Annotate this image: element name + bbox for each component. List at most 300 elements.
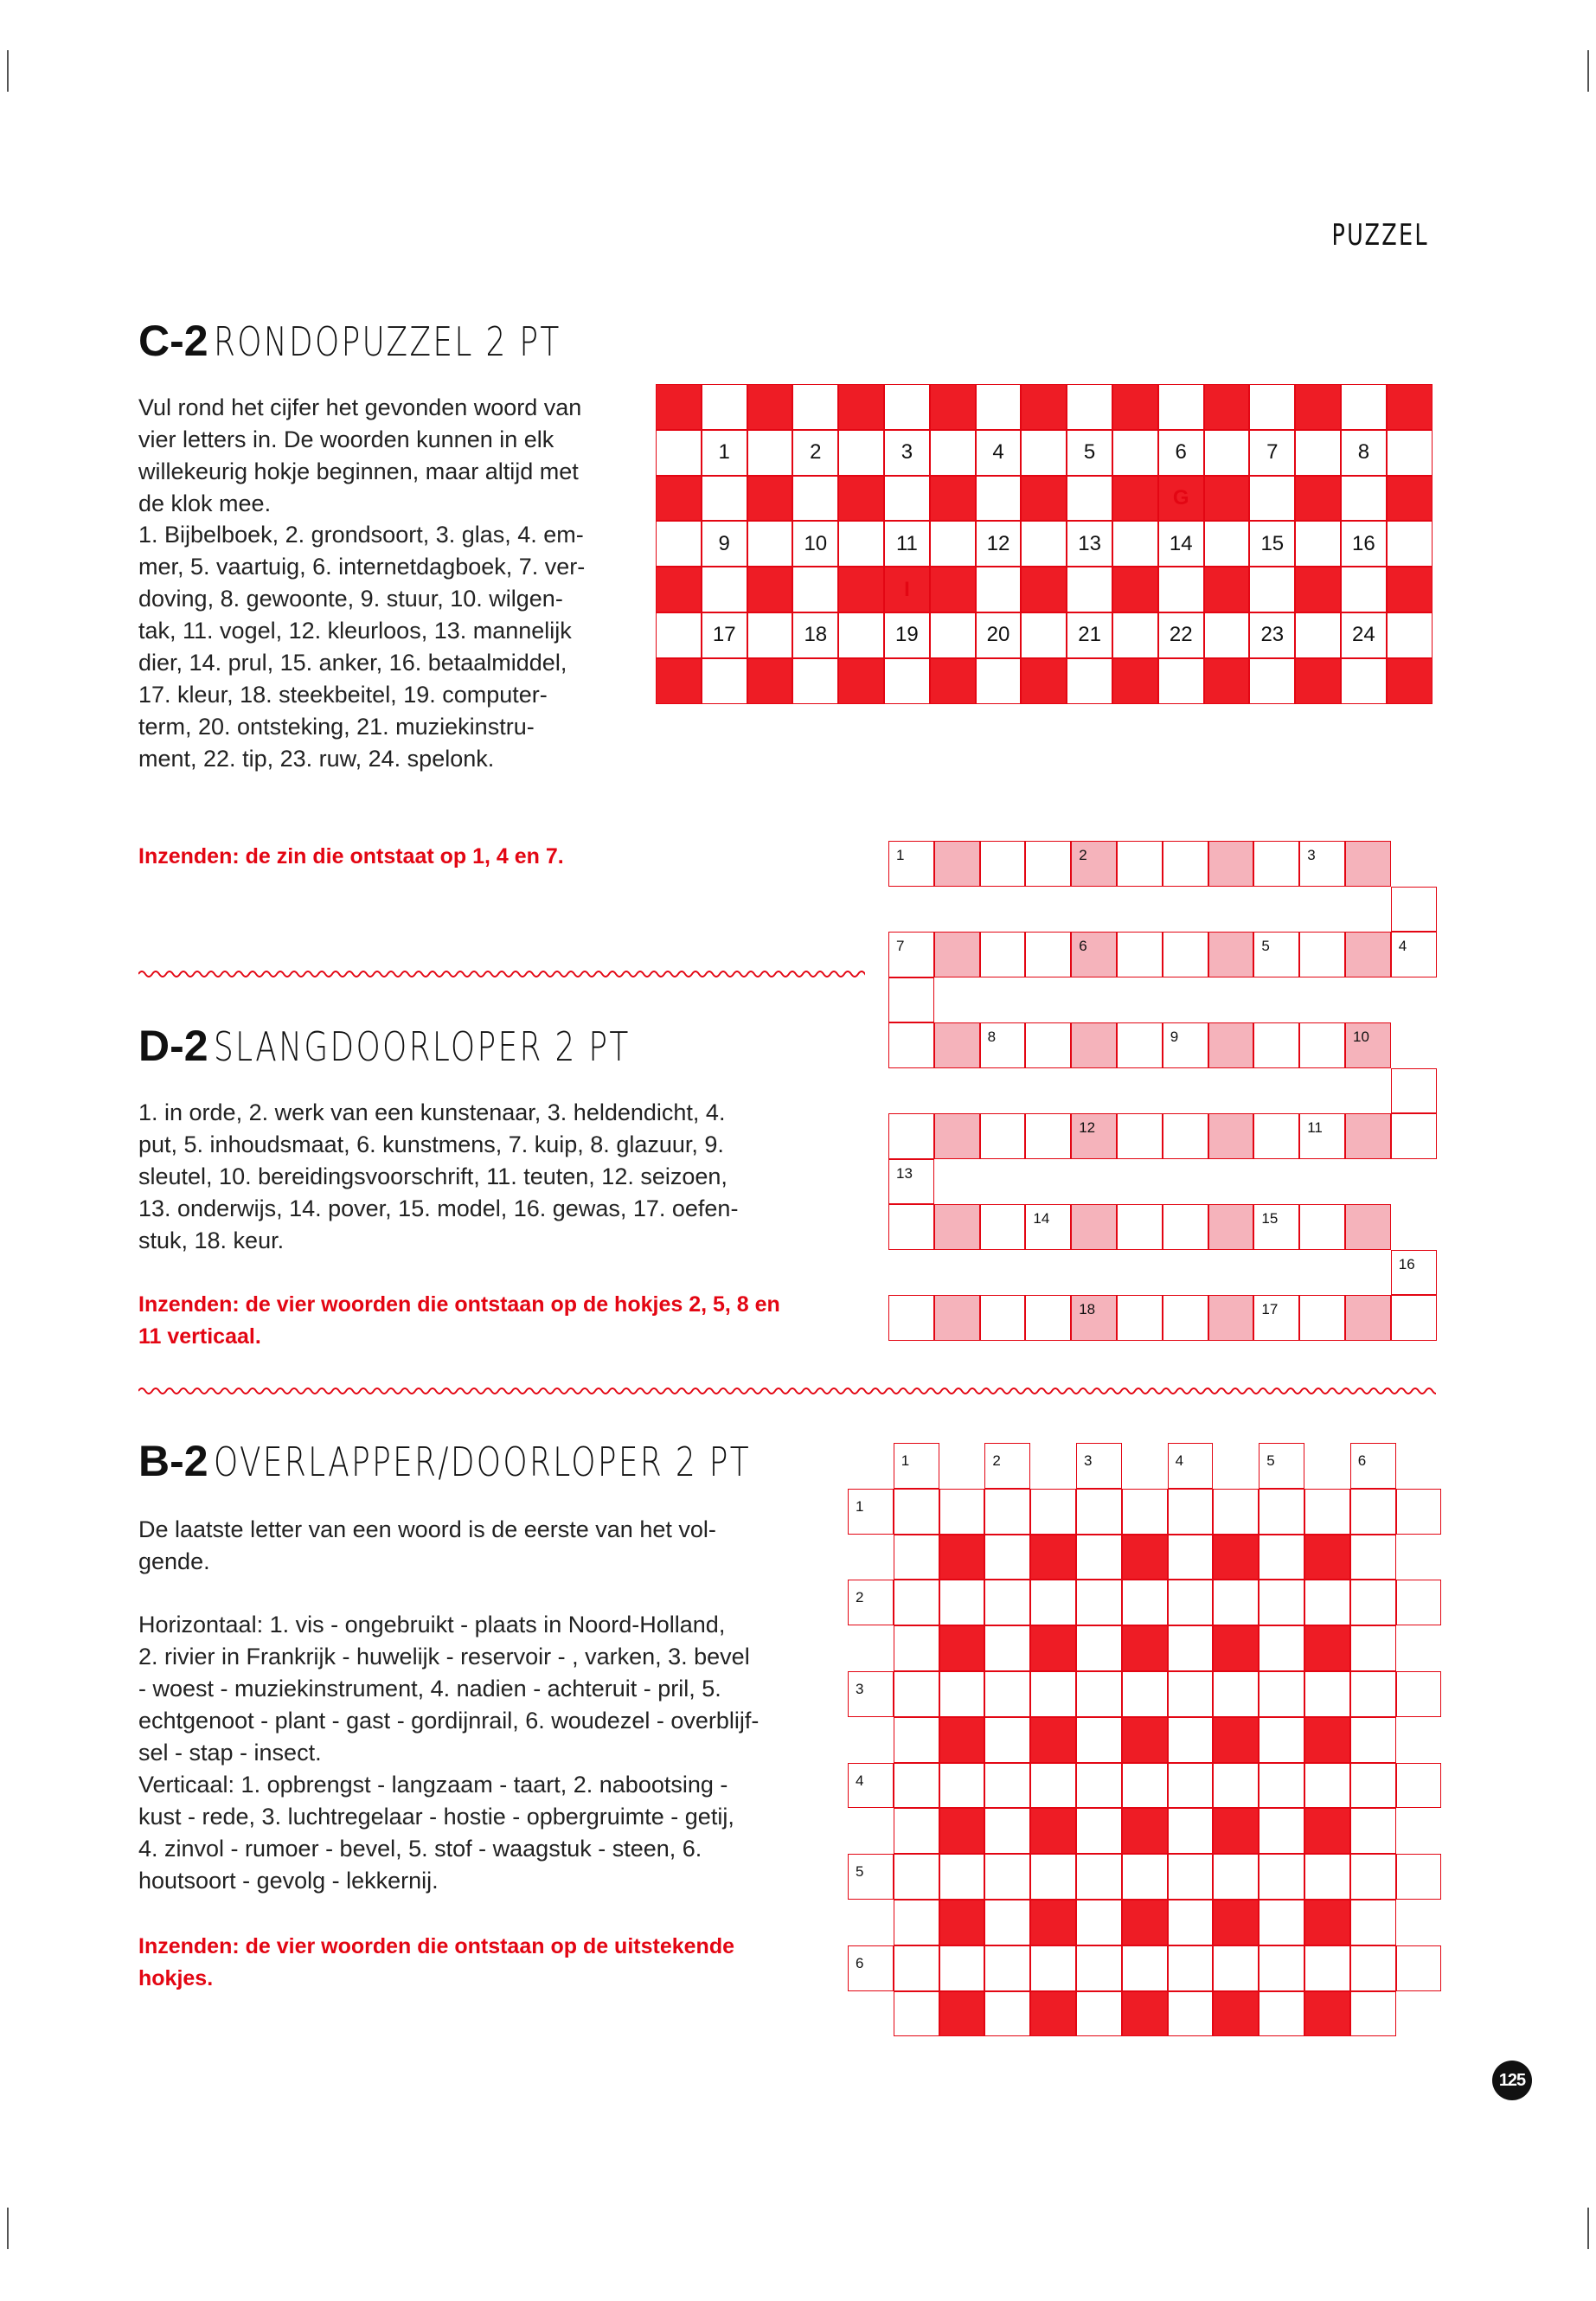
grid-cell: [1249, 658, 1295, 704]
grid-cell: [1304, 1854, 1350, 1900]
grid-cell: [1249, 384, 1295, 430]
grid-cell: [1350, 1580, 1396, 1625]
grid-cell: [1204, 612, 1250, 658]
grid-number: 17: [1261, 1301, 1279, 1317]
grid-cell: [939, 1808, 985, 1854]
grid-cell: [838, 476, 884, 522]
section-code: B-2: [138, 1437, 208, 1485]
grid-cell: [1076, 1854, 1122, 1900]
grid-cell: [934, 932, 980, 977]
c2-clues: 1. Bijbelboek, 2. grondsoort, 3. glas, 4. em- mer, 5. vaartuig, 6. internetdagboek, 7. ver- doving, 8. gewoonte, 9. stuur, 10. wilgen- tak, 11. vogel, 12. kleurloos, 13. mannelijk dier, 14. prul, 15. anker, 16. betaalmiddel, 17. kleur, 18. steekbeitel, 19. computer- term, 20. ontsteking, 21. muziekinstru- ment, 22. tip, 23. ruw, 24. spelonk.: [138, 522, 586, 772]
grid-cell: [1122, 1489, 1168, 1535]
grid-cell: [1387, 567, 1433, 612]
grid-cell: [934, 1113, 980, 1159]
grid-number: 12: [1079, 1119, 1096, 1136]
grid-cell: [1025, 932, 1071, 977]
grid-number: 24: [1341, 612, 1387, 658]
grid-number: 15: [1261, 1210, 1279, 1227]
grid-cell: [1076, 1808, 1122, 1854]
grid-cell: [1295, 521, 1341, 567]
grid-cell: [1163, 1204, 1208, 1250]
grid-cell: [980, 1022, 1026, 1068]
grid-cell: [1345, 1295, 1391, 1341]
grid-number: 4: [1398, 938, 1407, 954]
grid-cell: [1204, 567, 1250, 612]
grid-cell: [1391, 932, 1437, 977]
grid-cell: [1025, 1022, 1071, 1068]
grid-cell: [1112, 430, 1158, 476]
grid-cell: [1350, 1991, 1396, 2037]
section-name: SLANGDOORLOPER 2 PT: [213, 1023, 631, 1070]
grid-number: 11: [1307, 1119, 1323, 1136]
grid-cell: [1259, 1763, 1304, 1809]
grid-cell: [1213, 1717, 1259, 1763]
crop-mark: [7, 50, 9, 92]
grid-cell: [894, 1945, 939, 1991]
grid-cell: [888, 977, 934, 1023]
grid-cell: [884, 384, 930, 430]
grid-cell: [1350, 1808, 1396, 1854]
grid-cell: [1067, 658, 1112, 704]
grid-cell: [1030, 1854, 1076, 1900]
grid-cell: [838, 658, 884, 704]
grid-number: 2: [856, 1589, 864, 1606]
grid-cell: [1213, 1580, 1259, 1625]
grid-number: 9: [1170, 1029, 1179, 1045]
grid-cell: [1112, 658, 1158, 704]
grid-cell: [1208, 1204, 1254, 1250]
grid-cell: [1295, 476, 1341, 522]
grid-cell: [1117, 841, 1163, 887]
grid-cell: [1387, 612, 1433, 658]
grid-cell: [1208, 1295, 1254, 1341]
slangdoorloper-grid: [888, 841, 1437, 1344]
grid-cell: [1067, 384, 1112, 430]
grid-cell: [1030, 1991, 1076, 2037]
grid-cell: [976, 384, 1022, 430]
grid-cell: [1387, 476, 1433, 522]
grid-cell: [838, 384, 884, 430]
grid-cell: [1213, 1625, 1259, 1671]
wavy-divider: [138, 967, 865, 981]
grid-cell: [1259, 1580, 1304, 1625]
grid-cell: [939, 1717, 985, 1763]
grid-cell: [894, 1991, 939, 2037]
grid-cell: [930, 612, 976, 658]
grid-cell: [1163, 1022, 1208, 1068]
grid-number: 20: [976, 612, 1022, 658]
grid-number: 12: [976, 521, 1022, 567]
grid-number: 7: [896, 938, 905, 954]
grid-cell: [702, 476, 747, 522]
grid-number: 18: [1079, 1301, 1096, 1317]
grid-cell: [1396, 1671, 1442, 1717]
grid-cell: [1213, 1900, 1259, 1945]
grid-cell: [1163, 1295, 1208, 1341]
grid-cell: [1253, 1022, 1299, 1068]
grid-cell: [1076, 1717, 1122, 1763]
grid-cell: [1208, 841, 1254, 887]
grid-cell: [1204, 384, 1250, 430]
grid-cell: [1295, 384, 1341, 430]
grid-cell: [1122, 1945, 1168, 1991]
wavy-divider: [138, 1384, 1436, 1398]
grid-cell: [1304, 1991, 1350, 2037]
grid-number: 2: [1079, 847, 1087, 863]
grid-number: 7: [1249, 430, 1295, 476]
grid-cell: [838, 521, 884, 567]
grid-cell: [1350, 1717, 1396, 1763]
grid-cell: [1168, 1991, 1214, 2037]
grid-cell: [792, 658, 838, 704]
grid-cell: [1168, 1625, 1214, 1671]
section-code: C-2: [138, 317, 208, 365]
grid-cell: [1122, 1991, 1168, 2037]
grid-cell: [1299, 841, 1345, 887]
grid-cell: [792, 567, 838, 612]
grid-cell: [1208, 932, 1254, 977]
grid-cell: [1168, 1900, 1214, 1945]
grid-number: 15: [1249, 521, 1295, 567]
grid-number: 2: [992, 1452, 1001, 1469]
grid-number: 16: [1398, 1255, 1415, 1272]
grid-number: 5: [1266, 1452, 1275, 1469]
grid-cell: [1030, 1717, 1076, 1763]
grid-cell: [984, 1535, 1030, 1580]
grid-cell: [1350, 1625, 1396, 1671]
grid-cell: [939, 1945, 985, 1991]
grid-cell: [1158, 567, 1204, 612]
grid-cell: [1304, 1808, 1350, 1854]
grid-cell: [1350, 1489, 1396, 1535]
grid-cell: [1213, 1808, 1259, 1854]
b2-submit: Inzenden: de vier woorden die ontstaan op de uitstekende hokjes.: [138, 1934, 734, 1990]
grid-cell: [1350, 1900, 1396, 1945]
grid-cell: [1304, 1717, 1350, 1763]
grid-cell: [1122, 1854, 1168, 1900]
grid-cell: [1249, 476, 1295, 522]
grid-cell: [1122, 1625, 1168, 1671]
grid-cell: [939, 1489, 985, 1535]
grid-cell: [1299, 1204, 1345, 1250]
grid-number: 4: [1175, 1452, 1184, 1469]
grid-cell: [1249, 567, 1295, 612]
grid-cell: [939, 1991, 985, 2037]
grid-number: 10: [1353, 1029, 1369, 1045]
grid-number: 5: [856, 1863, 864, 1881]
grid-cell: [888, 1159, 934, 1205]
grid-cell: [1117, 1204, 1163, 1250]
grid-cell: [894, 1580, 939, 1625]
grid-number: 4: [976, 430, 1022, 476]
grid-cell: [1112, 384, 1158, 430]
grid-cell: [984, 1808, 1030, 1854]
grid-cell: [1253, 932, 1299, 977]
grid-cell: [747, 658, 793, 704]
grid-cell: [930, 430, 976, 476]
grid-cell: [1387, 521, 1433, 567]
wavy-line: [138, 1388, 1436, 1394]
grid-cell: [930, 567, 976, 612]
grid-cell: [1112, 567, 1158, 612]
grid-cell: [1204, 430, 1250, 476]
grid-number: 22: [1158, 612, 1204, 658]
grid-cell: [1021, 567, 1067, 612]
section-title-d2: [138, 1021, 747, 1071]
crop-mark: [7, 2208, 9, 2249]
grid-cell: [1304, 1945, 1350, 1991]
grid-cell: [1299, 1295, 1345, 1341]
grid-cell: [888, 932, 934, 977]
grid-cell: [1112, 612, 1158, 658]
grid-cell: [1396, 1489, 1442, 1535]
grid-cell: [1213, 1945, 1259, 1991]
grid-cell: [980, 1113, 1026, 1159]
column-header-cell: [1076, 1443, 1122, 1489]
grid-number: 5: [1261, 938, 1270, 954]
grid-cell: [792, 384, 838, 430]
grid-number: 18: [792, 612, 838, 658]
grid-cell: [888, 1113, 934, 1159]
grid-cell: [656, 612, 702, 658]
grid-number: 2: [792, 430, 838, 476]
grid-number: 3: [1084, 1452, 1093, 1469]
column-header-cell: [1350, 1443, 1396, 1489]
grid-cell: [1259, 1991, 1304, 2037]
grid-cell: [1387, 430, 1433, 476]
grid-cell: [1122, 1535, 1168, 1580]
grid-cell: [1350, 1945, 1396, 1991]
grid-cell: [1168, 1945, 1214, 1991]
grid-number: 8: [987, 1029, 997, 1045]
grid-cell: [1021, 384, 1067, 430]
grid-cell: [1341, 658, 1387, 704]
grid-cell: [984, 1671, 1030, 1717]
row-header-cell: [848, 1763, 894, 1809]
grid-cell: [1076, 1671, 1122, 1717]
grid-cell: [1345, 1204, 1391, 1250]
grid-cell: [656, 567, 702, 612]
grid-cell: [1213, 1671, 1259, 1717]
grid-cell: [1295, 567, 1341, 612]
grid-cell: [980, 1204, 1026, 1250]
grid-cell: [894, 1671, 939, 1717]
grid-cell: [934, 1022, 980, 1068]
grid-cell: [1259, 1671, 1304, 1717]
grid-number: 21: [1067, 612, 1112, 658]
grid-cell: [747, 521, 793, 567]
grid-cell: [1168, 1489, 1214, 1535]
grid-cell: [747, 612, 793, 658]
grid-cell: [1158, 384, 1204, 430]
grid-cell: [894, 1854, 939, 1900]
section-title-c2: [138, 316, 658, 366]
grid-cell: [1112, 521, 1158, 567]
grid-cell: [1304, 1489, 1350, 1535]
grid-cell: [1168, 1580, 1214, 1625]
grid-cell: [1030, 1945, 1076, 1991]
grid-cell: [1122, 1808, 1168, 1854]
grid-number: 1: [702, 430, 747, 476]
grid-number: 3: [1307, 847, 1316, 863]
grid-cell: [656, 521, 702, 567]
grid-cell: [1030, 1625, 1076, 1671]
grid-cell: [1021, 521, 1067, 567]
overlapper-grid: [848, 1443, 1441, 2036]
grid-cell: [1387, 384, 1433, 430]
d2-clues: 1. in orde, 2. werk van een kunstenaar, 3. heldendicht, 4. put, 5. inhoudsmaat, 6. kunstmens, 7. kuip, 8. glazuur, 9. sleutel, 10. bereidingsvoorschrift, 11. teuten, 12. seizoen, 13. onderwijs, 14. pover, 15. model, 16. gewas, 17. oefen- stuk, 18. keur.: [138, 1099, 739, 1253]
grid-cell: [1112, 476, 1158, 522]
grid-cell: [894, 1535, 939, 1580]
grid-cell: [747, 567, 793, 612]
grid-cell: [1071, 1022, 1117, 1068]
grid-cell: [1168, 1808, 1214, 1854]
grid-number: 10: [792, 521, 838, 567]
grid-cell: [1350, 1535, 1396, 1580]
grid-cell: [1122, 1671, 1168, 1717]
grid-cell: [976, 476, 1022, 522]
grid-cell: [1071, 841, 1117, 887]
page-number: 125: [1492, 2061, 1532, 2100]
grid-cell: [747, 476, 793, 522]
grid-cell: [976, 567, 1022, 612]
grid-cell: [1030, 1580, 1076, 1625]
section-code: D-2: [138, 1022, 208, 1070]
grid-cell: [702, 384, 747, 430]
grid-cell: [1122, 1580, 1168, 1625]
grid-cell: [1117, 1295, 1163, 1341]
grid-cell: [939, 1671, 985, 1717]
grid-cell: [939, 1854, 985, 1900]
given-letter: I: [884, 567, 930, 612]
grid-cell: [1253, 1113, 1299, 1159]
grid-cell: [976, 658, 1022, 704]
grid-cell: [1071, 1295, 1117, 1341]
grid-cell: [747, 384, 793, 430]
grid-cell: [930, 521, 976, 567]
grid-cell: [1259, 1535, 1304, 1580]
grid-cell: [1391, 1068, 1437, 1114]
grid-number: 17: [702, 612, 747, 658]
grid-cell: [1259, 1945, 1304, 1991]
grid-cell: [1030, 1671, 1076, 1717]
grid-number: 3: [856, 1681, 864, 1697]
grid-cell: [1067, 476, 1112, 522]
grid-cell: [1067, 567, 1112, 612]
crop-mark: [1587, 2208, 1589, 2249]
row-header-cell: [848, 1854, 894, 1900]
grid-cell: [1021, 658, 1067, 704]
grid-cell: [984, 1580, 1030, 1625]
grid-number: 5: [1067, 430, 1112, 476]
grid-cell: [884, 658, 930, 704]
grid-cell: [1299, 932, 1345, 977]
grid-cell: [1117, 1113, 1163, 1159]
running-header: PUZZEL: [1331, 218, 1429, 253]
row-header-cell: [848, 1489, 894, 1535]
grid-cell: [934, 1204, 980, 1250]
grid-cell: [1350, 1854, 1396, 1900]
grid-cell: [1025, 841, 1071, 887]
grid-number: 11: [884, 521, 930, 567]
grid-cell: [1345, 1022, 1391, 1068]
grid-cell: [1213, 1763, 1259, 1809]
b2-clues: Horizontaal: 1. vis - ongebruikt - plaats in Noord-Holland, 2. rivier in Frankrijk - huwelijk - reservoir - , varken, 3. bevel - woest - muziekinstrument, 4. nadien - achteruit - pril, 5. echtgenoot - plant - gast - gordijnrail, 6. woudezel - overblijf- sel - stap - insect. Verticaal: 1. opbrengst - langzaam - taart, 2. nabootsing - kust - rede, 3. luchtregelaar - hostie - opbergruimte - getij, 4. zinvol - rumoer - bevel, 5. stof - waagstuk - steen, 6. houtsoort - gevolg - lekkernij.: [138, 1612, 760, 1894]
grid-number: 19: [884, 612, 930, 658]
grid-number: 1: [901, 1452, 910, 1469]
grid-number: 6: [1158, 430, 1204, 476]
grid-number: 8: [1341, 430, 1387, 476]
grid-cell: [930, 384, 976, 430]
d2-submit: Inzenden: de vier woorden die ontstaan op de hokjes 2, 5, 8 en 11 verticaal.: [138, 1292, 780, 1349]
grid-cell: [838, 430, 884, 476]
grid-cell: [1076, 1580, 1122, 1625]
grid-cell: [1071, 1113, 1117, 1159]
grid-cell: [1168, 1717, 1214, 1763]
grid-number: 9: [702, 521, 747, 567]
grid-cell: [1168, 1763, 1214, 1809]
grid-cell: [1025, 1113, 1071, 1159]
grid-cell: [934, 1295, 980, 1341]
grid-cell: [1387, 658, 1433, 704]
grid-cell: [1304, 1671, 1350, 1717]
grid-cell: [1345, 1113, 1391, 1159]
wavy-line: [138, 971, 865, 977]
grid-cell: [1341, 567, 1387, 612]
column-header-cell: [894, 1443, 939, 1489]
grid-cell: [1021, 476, 1067, 522]
grid-cell: [1117, 932, 1163, 977]
grid-cell: [894, 1625, 939, 1671]
rondopuzzel-grid: [656, 384, 1433, 706]
c2-submit: Inzenden: de zin die ontstaat op 1, 4 en 7.: [138, 844, 564, 868]
grid-cell: [1350, 1763, 1396, 1809]
grid-cell: [1122, 1900, 1168, 1945]
grid-cell: [894, 1808, 939, 1854]
grid-cell: [1208, 1113, 1254, 1159]
grid-cell: [984, 1854, 1030, 1900]
grid-cell: [1076, 1763, 1122, 1809]
grid-cell: [1122, 1763, 1168, 1809]
grid-cell: [1259, 1808, 1304, 1854]
grid-cell: [747, 430, 793, 476]
grid-cell: [1208, 1022, 1254, 1068]
grid-cell: [1213, 1854, 1259, 1900]
grid-cell: [894, 1763, 939, 1809]
grid-cell: [1259, 1900, 1304, 1945]
grid-number: 1: [856, 1497, 864, 1515]
grid-cell: [1259, 1489, 1304, 1535]
grid-number: 6: [856, 1954, 864, 1971]
grid-cell: [1259, 1717, 1304, 1763]
grid-cell: [1345, 932, 1391, 977]
grid-number: 1: [896, 847, 905, 863]
grid-number: 16: [1341, 521, 1387, 567]
grid-cell: [1391, 1295, 1437, 1341]
grid-cell: [984, 1991, 1030, 2037]
grid-cell: [1204, 521, 1250, 567]
grid-cell: [939, 1900, 985, 1945]
grid-cell: [1213, 1535, 1259, 1580]
grid-cell: [1021, 612, 1067, 658]
grid-cell: [838, 567, 884, 612]
grid-cell: [1021, 430, 1067, 476]
grid-cell: [1341, 384, 1387, 430]
b2-intro: De laatste letter van een woord is de eerste van het vol- gende.: [138, 1516, 716, 1574]
grid-cell: [984, 1763, 1030, 1809]
grid-cell: [1304, 1580, 1350, 1625]
grid-cell: [1304, 1625, 1350, 1671]
